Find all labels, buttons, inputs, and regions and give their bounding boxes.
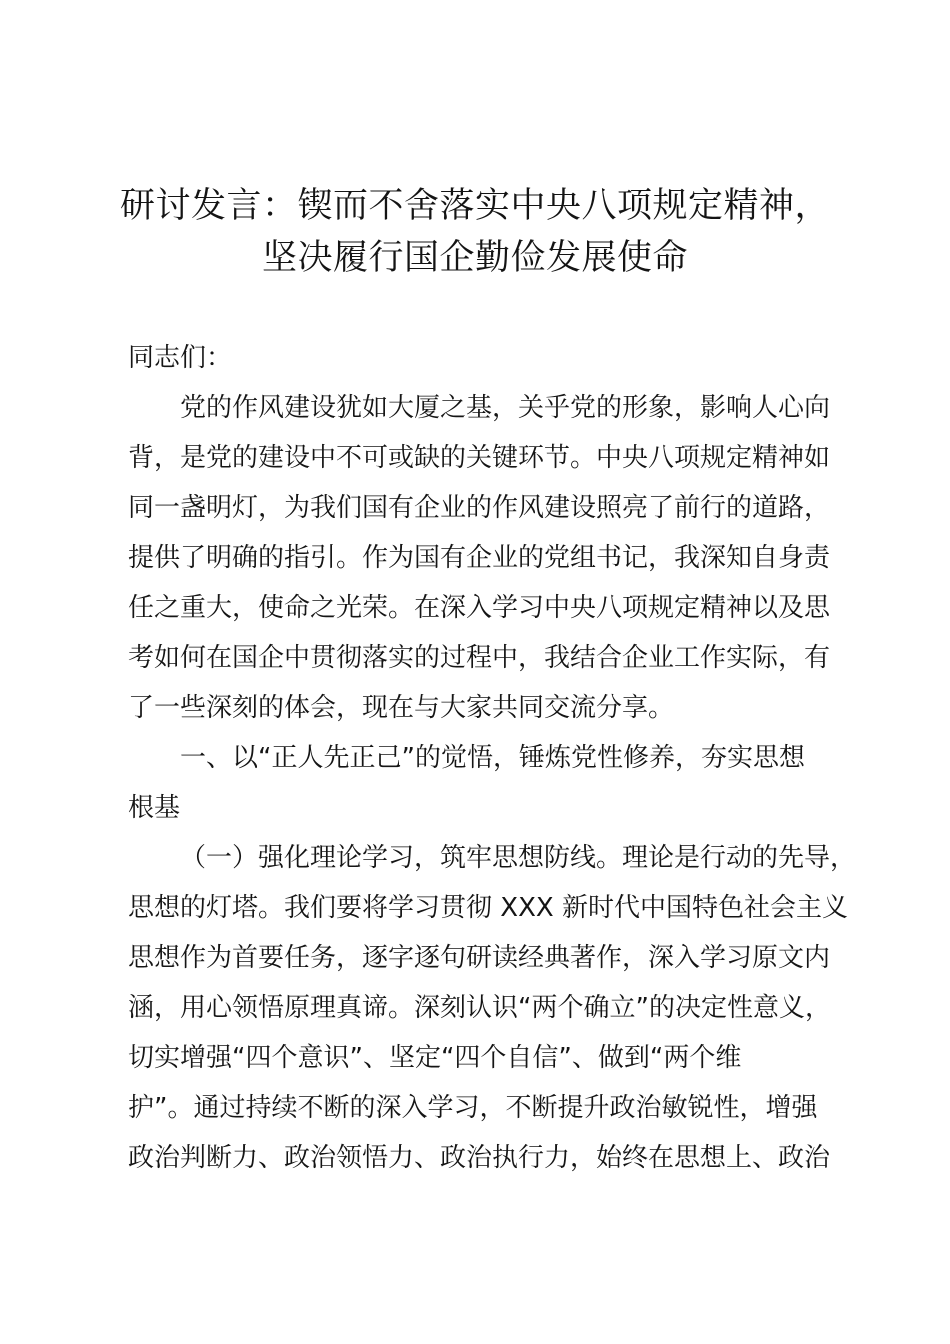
paragraph-line: 考如何在国企中贯彻落实的过程中，我结合企业工作实际，有 [128,643,831,673]
document-body [128,333,857,1183]
salutation: 同志们： [128,343,233,373]
paragraph-line: 涵，用心领悟原理真谛。深刻认识“两个确立”的决定性意义， [128,993,831,1023]
title-line-2: 坚决履行国企勤俭发展使命 [261,238,688,278]
title-line-1: 研讨发言：锲而不舍落实中央八项规定精神， [119,186,830,226]
paragraph-line: 同一盏明灯，为我们国有企业的作风建设照亮了前行的道路， [128,493,831,523]
document-title [110,180,840,284]
paragraph-line: 切实增强“四个意识”、坚定“四个自信”、做到“两个维 [128,1043,742,1073]
paragraph-line: 护”。通过持续不断的深入学习，不断提升政治敏锐性，增强 [128,1093,818,1123]
paragraph-line: 背，是党的建设中不可或缺的关键环节。中央八项规定精神如 [128,443,831,473]
paragraph-line: （一）强化理论学习，筑牢思想防线。理论是行动的先导， [180,843,857,873]
paragraph-line: 党的作风建设犹如大厦之基，关乎党的形象，影响人心向 [180,393,831,423]
paragraph-line: 思想作为首要任务，逐字逐句研读经典著作，深入学习原文内 [128,943,831,973]
paragraph-line: 思想的灯塔。我们要将学习贯彻 XXX 新时代中国特色社会主义 [128,893,848,923]
paragraph-line: 了一些深刻的体会，现在与大家共同交流分享。 [128,693,675,723]
paragraph-line: 任之重大，使命之光荣。在深入学习中央八项规定精神以及思 [128,593,831,623]
paragraph-line: 提供了明确的指引。作为国有企业的党组书记，我深知自身责 [128,543,831,573]
section-heading-line: 一、以“正人先正己”的觉悟，锤炼党性修养，夯实思想 [180,743,805,773]
section-heading-line: 根基 [128,793,181,823]
paragraph-line: 政治判断力、政治领悟力、政治执行力，始终在思想上、政治 [128,1143,831,1173]
